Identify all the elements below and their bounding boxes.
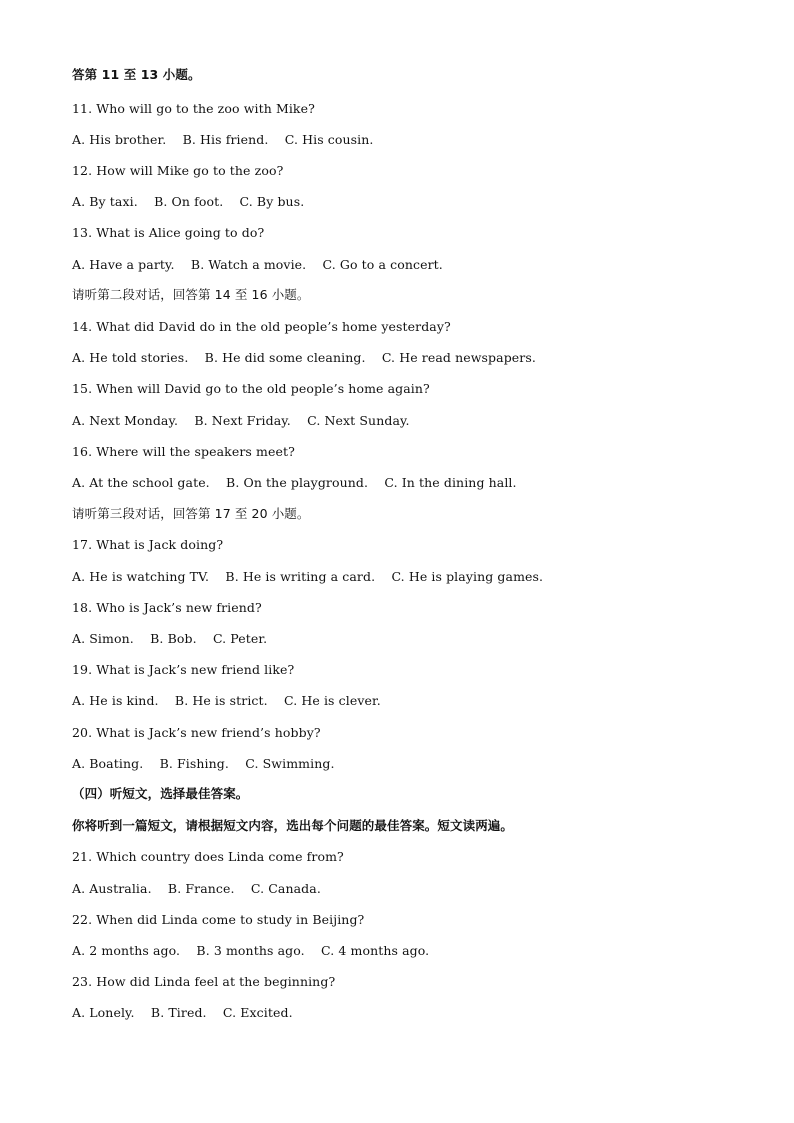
question-22: 22. When did Linda come to study in Beijing?	[72, 912, 365, 927]
question-14: 14. What did David do in the old people’s home yesterday?	[72, 319, 451, 334]
options-16: A. At the school gate. B. On the playground. C. In the dining hall.	[72, 475, 517, 490]
section-heading-dialogue-3: 请听第三段对话，回答第 17 至 20 小题。	[72, 506, 310, 521]
section-heading-part-4: （四）听短文，选择最佳答案。	[72, 786, 249, 801]
options-18: A. Simon. B. Bob. C. Peter.	[72, 631, 268, 646]
question-21: 21. Which country does Linda come from?	[72, 849, 344, 864]
options-11: A. His brother. B. His friend. C. His cousin.	[72, 132, 374, 147]
options-15: A. Next Monday. B. Next Friday. C. Next Sunday.	[72, 413, 410, 428]
question-19: 19. What is Jack’s new friend like?	[72, 662, 295, 677]
options-20: A. Boating. B. Fishing. C. Swimming.	[72, 756, 335, 771]
options-23: A. Lonely. B. Tired. C. Excited.	[72, 1005, 293, 1020]
instruction-line: 答第 11 至 13 小题。	[72, 67, 201, 82]
question-23: 23. How did Linda feel at the beginning?	[72, 974, 336, 989]
question-13: 13. What is Alice going to do?	[72, 225, 265, 240]
options-21: A. Australia. B. France. C. Canada.	[72, 881, 321, 896]
options-22: A. 2 months ago. B. 3 months ago. C. 4 months ago.	[72, 943, 430, 958]
question-11: 11. Who will go to the zoo with Mike?	[72, 101, 315, 116]
question-18: 18. Who is Jack’s new friend?	[72, 600, 262, 615]
question-20: 20. What is Jack’s new friend’s hobby?	[72, 725, 321, 740]
options-17: A. He is watching TV. B. He is writing a card. C. He is playing games.	[72, 569, 544, 584]
question-16: 16. Where will the speakers meet?	[72, 444, 295, 459]
section-heading-dialogue-2: 请听第二段对话，回答第 14 至 16 小题。	[72, 287, 310, 302]
options-12: A. By taxi. B. On foot. C. By bus.	[72, 194, 305, 209]
question-15: 15. When will David go to the old people’s home again?	[72, 381, 430, 396]
options-13: A. Have a party. B. Watch a movie. C. Go to a concert.	[72, 257, 443, 272]
question-17: 17. What is Jack doing?	[72, 537, 224, 552]
question-12: 12. How will Mike go to the zoo?	[72, 163, 284, 178]
options-19: A. He is kind. B. He is strict. C. He is clever.	[72, 693, 381, 708]
part-4-instruction: 你将听到一篇短文，请根据短文内容，选出每个问题的最佳答案。短文读两遍。	[72, 818, 514, 833]
options-14: A. He told stories. B. He did some cleaning. C. He read newspapers.	[72, 350, 536, 365]
